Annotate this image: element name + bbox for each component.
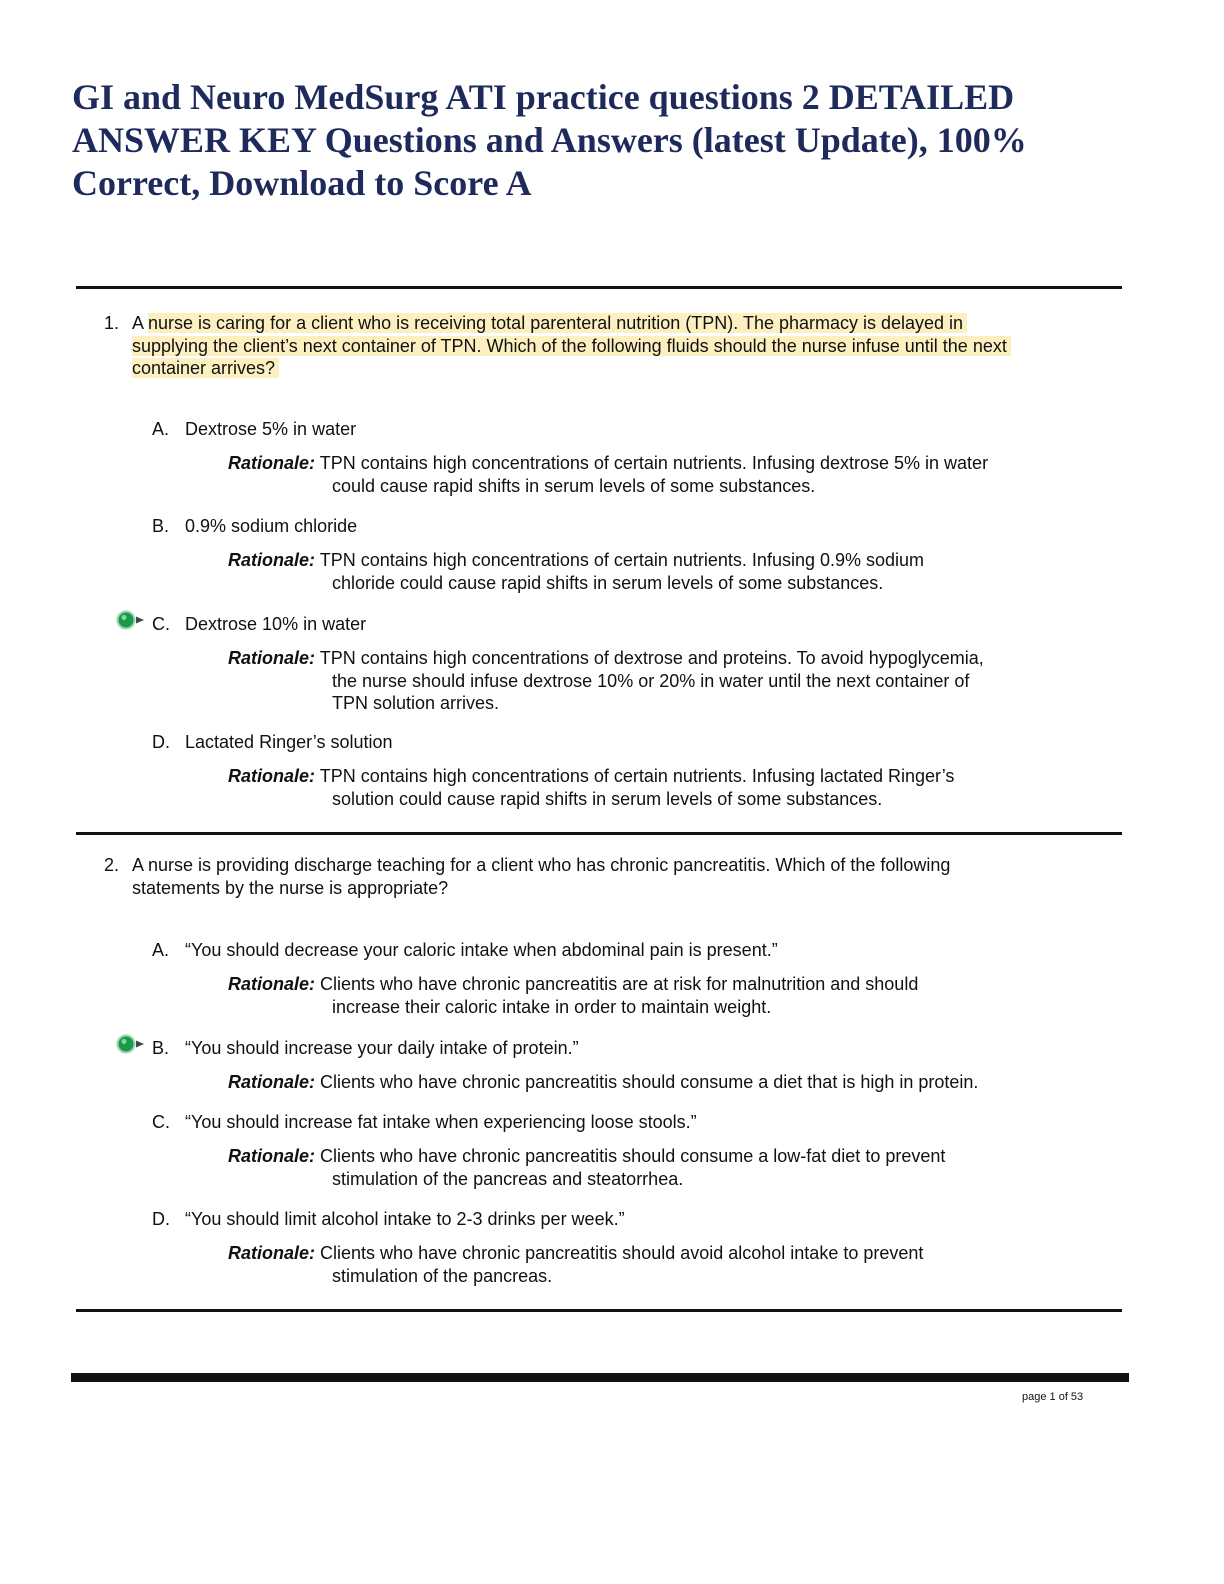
divider-top: [76, 286, 1122, 289]
rationale-line: could cause rapid shifts in serum levels of some substances.: [332, 475, 816, 496]
rationale-line: Clients who have chronic pancreatitis should avoid alcohol intake to prevent: [320, 1243, 924, 1263]
question-2: [104, 854, 1104, 899]
rationale-line: Clients who have chronic pancreatitis should consume a diet that is high in protein.: [320, 1072, 979, 1092]
stem-line: statements by the nurse is appropriate?: [132, 877, 449, 898]
rationale-line: Clients who have chronic pancreatitis are at risk for malnutrition and should: [320, 974, 919, 994]
rationale-line: Clients who have chronic pancreatitis should consume a low-fat diet to prevent: [320, 1146, 946, 1166]
rationale-label: Rationale:: [228, 1146, 316, 1166]
rationale-line: TPN contains high concentrations of dextrose and proteins. To avoid hypoglycemia,: [319, 648, 984, 668]
divider: [76, 832, 1122, 835]
option-letter: C.: [152, 614, 170, 634]
rationale-label: Rationale:: [228, 648, 316, 668]
option-letter: D.: [152, 1209, 170, 1229]
footer-bar: [71, 1373, 1129, 1382]
stem-line: supplying the client’s next container of TPN. Which of the following fluids should the nurse infuse until the next: [132, 336, 1011, 356]
rationale-line: solution could cause rapid shifts in serum levels of some substances.: [332, 788, 883, 809]
rationale-label: Rationale:: [228, 550, 316, 570]
rationale: [228, 1145, 1088, 1190]
option: [152, 1208, 1092, 1230]
option-text: Dextrose 5% in water: [185, 419, 357, 439]
question-1-stem-text: [104, 312, 1104, 380]
option-text: “You should decrease your caloric intake when abdominal pain is present.”: [185, 940, 778, 960]
rationale: [228, 765, 1088, 810]
rationale-line: chloride could cause rapid shifts in serum levels of some substances.: [332, 572, 884, 593]
option-letter: B.: [152, 1038, 170, 1058]
option-letter: B.: [152, 516, 170, 536]
rationale-line: TPN contains high concentrations of certain nutrients. Infusing lactated Ringer’s: [319, 766, 955, 786]
rationale-label: Rationale:: [228, 1072, 316, 1092]
question-number: 2.: [104, 855, 120, 875]
option-text: Lactated Ringer’s solution: [185, 732, 393, 752]
title-line-3: Correct, Download to Score A: [72, 163, 532, 203]
rationale: [228, 973, 1088, 1018]
option: [152, 515, 1092, 537]
option: [152, 418, 1092, 440]
rationale-label: Rationale:: [228, 974, 316, 994]
document-title: [72, 76, 1072, 205]
option: [152, 1037, 1092, 1059]
question-stem-lines: [132, 312, 1104, 380]
option-letter: A.: [152, 940, 170, 960]
correct-answer-marker-icon: [116, 1034, 146, 1054]
rationale-line: stimulation of the pancreas and steatorrhea.: [332, 1168, 684, 1189]
stem-line: container arrives?: [132, 358, 279, 378]
option-text: Dextrose 10% in water: [185, 614, 367, 634]
stem-line: A nurse is providing discharge teaching for a client who has chronic pancreatitis. Which of the following: [132, 855, 951, 875]
title-line-2: ANSWER KEY Questions and Answers (latest Update), 100%: [72, 120, 1027, 160]
stem-line: nurse is caring for a client who is receiving total parenteral nutrition (TPN). The pharmacy is delayed in: [148, 313, 967, 333]
page-number: page 1 of 53: [1022, 1391, 1084, 1403]
option-text: “You should increase fat intake when experiencing loose stools.”: [185, 1112, 697, 1132]
rationale: [228, 1242, 1088, 1287]
option: [152, 939, 1092, 961]
rationale-label: Rationale:: [228, 453, 316, 473]
stem-line-start: A: [132, 313, 149, 333]
title-line-1: GI and Neuro MedSurg ATI practice questions 2 DETAILED: [72, 77, 1015, 117]
rationale: [228, 549, 1088, 594]
option: [152, 613, 1092, 635]
question-number: 1.: [104, 313, 120, 333]
rationale: [228, 647, 1088, 715]
option: [152, 731, 1092, 753]
option-text: 0.9% sodium chloride: [185, 516, 358, 536]
rationale-line: TPN contains high concentrations of certain nutrients. Infusing dextrose 5% in water: [319, 453, 989, 473]
rationale-line: increase their caloric intake in order to maintain weight.: [332, 996, 772, 1017]
divider: [76, 1309, 1122, 1312]
rationale-line: stimulation of the pancreas.: [332, 1265, 553, 1286]
option-letter: C.: [152, 1112, 170, 1132]
correct-answer-marker-icon: [116, 610, 146, 630]
option-letter: A.: [152, 419, 170, 439]
option-letter: D.: [152, 732, 170, 752]
option-text: “You should increase your daily intake of protein.”: [185, 1038, 579, 1058]
question-stem: [132, 854, 1104, 899]
rationale: [228, 452, 1088, 497]
rationale-line: TPN solution arrives.: [332, 693, 500, 713]
rationale-label: Rationale:: [228, 1243, 316, 1263]
rationale: [228, 1071, 1088, 1094]
rationale-label: Rationale:: [228, 766, 316, 786]
rationale-line: TPN contains high concentrations of certain nutrients. Infusing 0.9% sodium: [319, 550, 925, 570]
option: [152, 1111, 1092, 1133]
rationale-line: the nurse should infuse dextrose 10% or 20% in water until the next container of: [332, 670, 970, 691]
option-text: “You should limit alcohol intake to 2-3 drinks per week.”: [185, 1209, 625, 1229]
